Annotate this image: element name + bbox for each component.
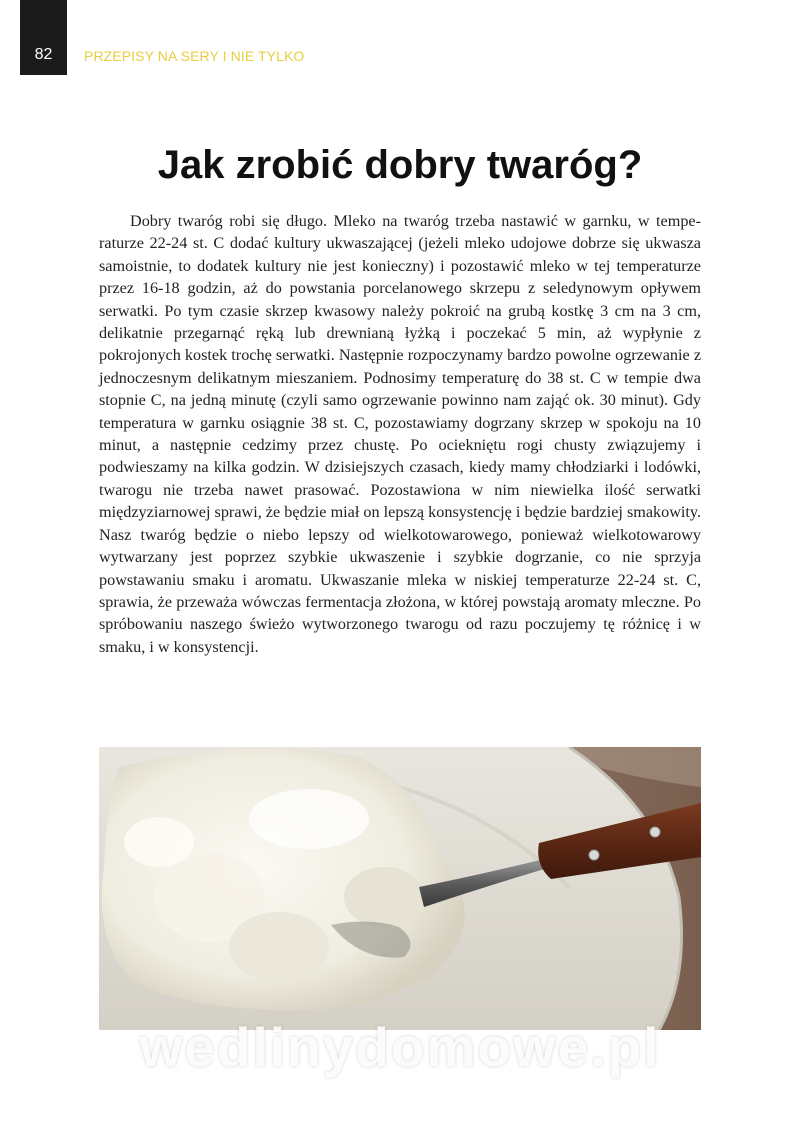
watermark: wedlinydomowe.pl xyxy=(139,1016,661,1078)
article-body: Dobry twaróg robi się długo. Mleko na twaróg trzeba nastawić w garnku, w temperaturze 22-24 st. C dodać kultury ukwaszającej (jeżeli mleko udojowe dobrze się ukwasza samoistnie, to dodatek kultury nie jest konieczny) i pozostawić mleko w tej temperaturze przez 16-18 godzin, aż do powstania porcelanowego skrzepu z seledynowym opływem serwatki. Po tym czasie skrzep kwasowy należy pokroić na grubą kostkę 3 cm na 3 cm, delikatnie przegarnąć ręką lub drewnianą łyżką i poczekać 5 min, aż wypłynie z pokrojonych kostek trochę serwatki. Następnie rozpoczynamy bardzo powolne ogrzewanie z jednoczesnym delikatnym mieszaniem. Podnosimy temperaturę do 38 st. C w tempie dwa stopnie C, na jedną minutę (czyli samo ogrzewanie powinno nam zająć ok. 30 minut). Gdy temperatura w garnku osiągnie 38 st. C, pozostawiamy dogrzany skrzep w spokoju na 10 minut, a następnie cedzimy przez chustę. Po ociekniętu rogi chusty związujemy i podwieszamy na kilka godzin. W dzisiejszych czasach, kiedy mamy chłodziarki i lodówki, twarogu nie trzeba nawet prasować. Pozostawiona w nim niewielka ilość serwatki międzyziarnowej sprawi, że będzie miał on lepszą konsystencję i będzie bardziej smakowity. Nasz twaróg będzie o niebo lepszy od wielkotowarowego, ponieważ wielkotowarowy wytwarzany jest poprzez szybkie ukwaszenie i szybkie dogrzanie, co nie sprzyja powstawaniu smaku i aromatu. Ukwaszanie mleka w niskiej temperaturze 22-24 st. C, sprawia, że przeważa wówczas fermentacja złożona, w której powstają aromaty mleczne. Po spróbowaniu naszego świeżo wytworzonego twarogu od razu poczujemy tę różnicę i w smaku, i w konsystencji. xyxy=(99,212,701,656)
running-header: PRZEPISY NA SERY I NIE TYLKO xyxy=(84,48,305,64)
cottage-cheese-photo xyxy=(99,747,701,1030)
page-title: Jak zrobić dobry twaróg? xyxy=(157,143,643,187)
page-number: 82 xyxy=(34,46,53,63)
